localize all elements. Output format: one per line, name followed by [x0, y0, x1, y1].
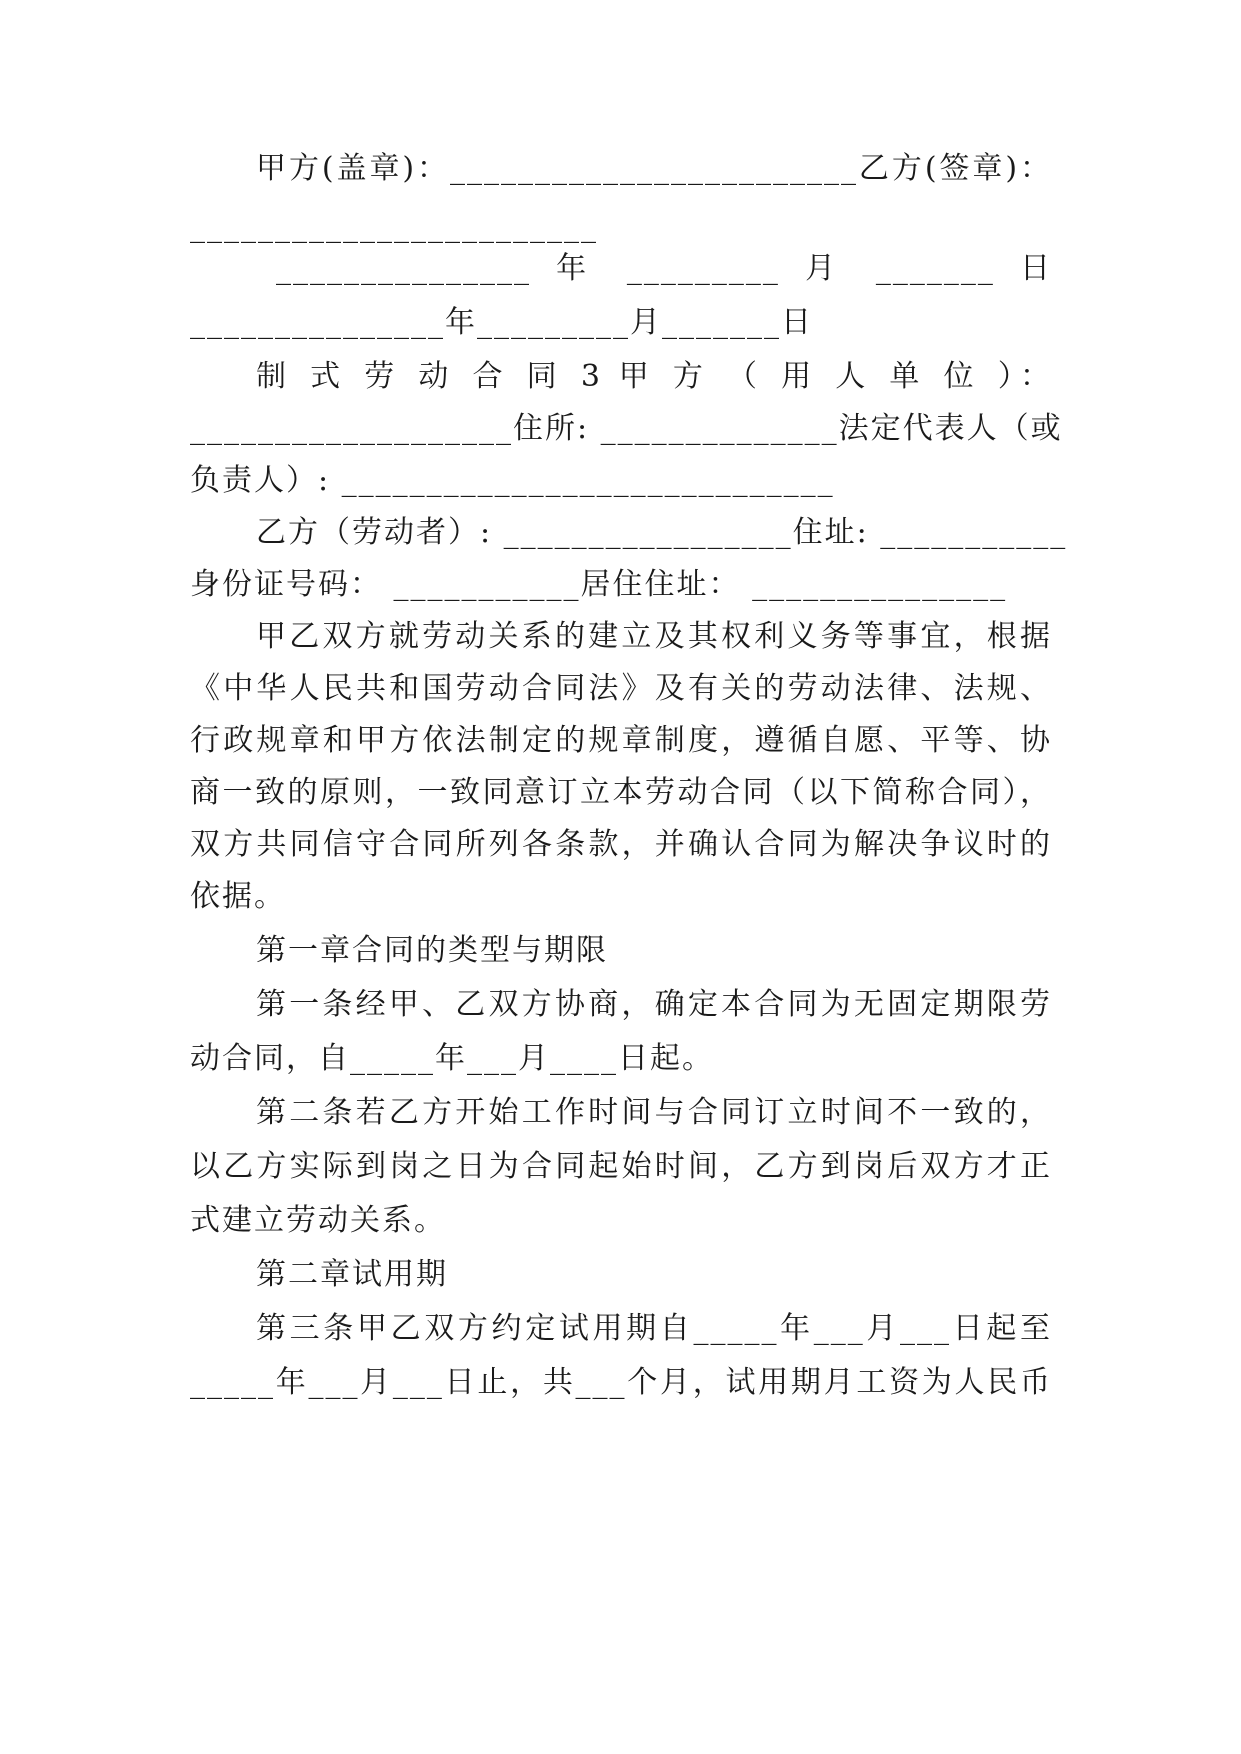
preamble-line-3: 行政规章和甲方依法制定的规章制度，遵循自愿、平等、协 — [190, 723, 1052, 758]
address-representative-line: ___________________住所: ______________法定代表人（或 — [190, 411, 1063, 446]
preamble-line-6: 依据。 — [190, 879, 286, 914]
article-3-line-1: 第三条甲乙双方约定试用期自_____年___月___日起至 — [256, 1311, 1052, 1346]
article-2-line-3: 式建立劳动关系。 — [190, 1203, 446, 1238]
preamble-line-2: 《中华人民共和国劳动合同法》及有关的劳动法律、法规、 — [190, 671, 1052, 706]
preamble-line-4: 商一致的原则，一致同意订立本劳动合同（以下简称合同）， — [190, 775, 1052, 810]
contract-title-line: 制 式 劳 动 合 同 3 甲 方 （ 用 人 单 位 ）： — [256, 359, 1052, 394]
preamble-line-5: 双方共同信守合同所列各条款，并确认合同为解决争议时的 — [190, 827, 1052, 862]
date-line-party-b: _______________年_________月_______日 — [190, 305, 813, 340]
date-line-party-a: _______________ 年 _________ 月 _______ 日 — [276, 251, 1052, 286]
id-residence-line: 身份证号码： ___________居住住址： _______________ — [190, 567, 1008, 602]
preamble-line-1: 甲乙双方就劳动关系的建立及其权利义务等事宜，根据 — [256, 619, 1052, 654]
signature-blank-continued: ________________________ — [190, 209, 598, 244]
chapter-1-heading: 第一章合同的类型与期限 — [256, 933, 608, 968]
article-3-line-2: _____年___月___日止，共___个月，试用期月工资为人民币 — [190, 1365, 1052, 1400]
article-1-line-1: 第一条经甲、乙双方协商，确定本合同为无固定期限劳 — [256, 987, 1052, 1022]
chapter-2-heading: 第二章试用期 — [256, 1257, 448, 1292]
responsible-person-line: 负责人）: _____________________________ — [190, 463, 835, 498]
article-1-line-2: 动合同，自_____年___月____日起。 — [190, 1041, 714, 1076]
signature-line-parties: 甲方(盖章)：________________________乙方(签章)： — [256, 151, 1052, 186]
worker-address-line: 乙方（劳动者）: _________________住址: ___________ — [256, 515, 1068, 550]
article-2-line-1: 第二条若乙方开始工作时间与合同订立时间不一致的， — [256, 1095, 1052, 1130]
article-2-line-2: 以乙方实际到岗之日为合同起始时间，乙方到岗后双方才正 — [190, 1149, 1052, 1184]
